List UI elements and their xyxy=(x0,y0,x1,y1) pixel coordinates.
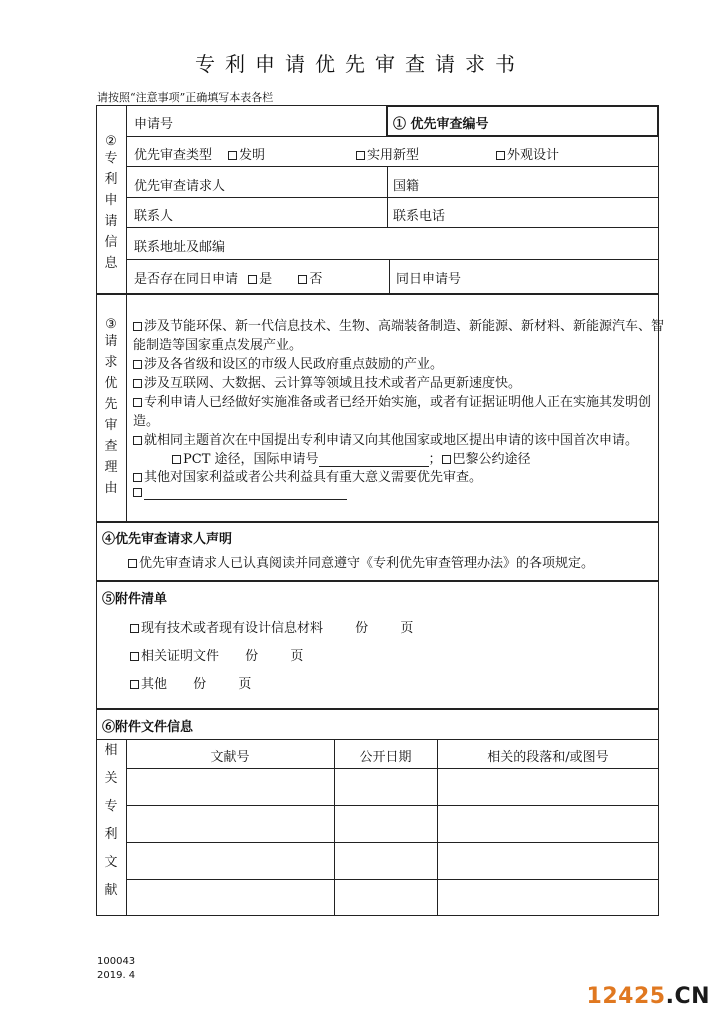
attachment-info-header: ⑥附件文件信息 xyxy=(102,720,194,735)
declaration-statement[interactable]: 优先审查请求人已认真阅读并同意遵守《专利优先审查管理办法》的各项规定。 xyxy=(128,552,594,571)
form-date: 2019. 4 xyxy=(97,970,136,981)
intl-app-number-input[interactable] xyxy=(319,453,429,467)
reason-1-cont: 能制造等国家重点发展产业。 xyxy=(133,338,303,353)
nationality-field[interactable]: 国籍 xyxy=(393,179,420,194)
attachments-header: ⑤附件清单 xyxy=(102,592,168,607)
checkbox[interactable] xyxy=(496,151,505,160)
checkbox[interactable] xyxy=(133,488,142,497)
reason-5[interactable]: 就相同主题首次在中国提出专利申请又向其他国家或地区提出申请的该中国首次申请。 xyxy=(133,429,638,448)
address-field[interactable]: 联系地址及邮编 xyxy=(134,240,226,255)
checkbox[interactable] xyxy=(133,436,142,445)
instruction-text: 请按照“注意事项”正确填写本表各栏 xyxy=(97,91,274,104)
reason-6[interactable]: 其他对国家利益或者公共利益具有重大意义需要优先审查。 xyxy=(133,466,482,485)
type-design-option[interactable]: 外观设计 xyxy=(496,144,559,163)
checkbox[interactable] xyxy=(128,559,137,568)
reason-3[interactable]: 涉及互联网、大数据、云计算等领域且技术或者产品更新速度快。 xyxy=(133,372,521,391)
priority-exam-number-field[interactable]: ① 优先审查编号 xyxy=(393,117,489,132)
checkbox[interactable] xyxy=(133,322,142,331)
contact-person-field[interactable]: 联系人 xyxy=(134,209,174,224)
checkbox[interactable] xyxy=(130,624,139,633)
checkbox[interactable] xyxy=(130,680,139,689)
site-watermark xyxy=(587,984,710,1009)
type-invention-option[interactable]: 发明 xyxy=(228,144,265,163)
checkbox[interactable] xyxy=(133,398,142,407)
form-title: 专利申请优先审查请求书 xyxy=(195,52,525,76)
requester-field[interactable]: 优先审查请求人 xyxy=(134,179,226,194)
attachment-other[interactable]: 其他 份 页 xyxy=(130,673,251,692)
section2-label: ② 专 利 申 请 信 息 xyxy=(104,134,118,271)
yes-checkbox[interactable] xyxy=(248,275,257,284)
other-reason-input[interactable] xyxy=(144,486,347,500)
checkbox[interactable] xyxy=(356,151,365,160)
attachment-prior-art[interactable]: 现有技术或者现有设计信息材料 份 页 xyxy=(130,617,413,636)
paris-checkbox[interactable] xyxy=(442,455,451,464)
reason-5-routes: PCT 途径，国际申请号 ； 巴黎公约途径 xyxy=(172,448,531,467)
checkbox[interactable] xyxy=(133,379,142,388)
section-attachment-info xyxy=(96,709,659,916)
reason-1[interactable]: 涉及节能环保、新一代信息技术、生物、高端装备制造、新能源、新材料、新能源汽车、智 xyxy=(133,315,664,334)
checkbox[interactable] xyxy=(133,473,142,482)
section-applicant-info xyxy=(96,105,659,294)
section3-label: ③ 请 求 优 先 审 查 理 由 xyxy=(104,317,118,496)
pct-checkbox[interactable] xyxy=(172,455,181,464)
reason-4[interactable]: 专利申请人已经做好实施准备或者已经开始实施，或者有证据证明他人正在实施其发明创 xyxy=(133,391,651,410)
checkbox[interactable] xyxy=(133,360,142,369)
type-utility-option[interactable]: 实用新型 xyxy=(356,144,419,163)
declaration-header: ④优先审查请求人声明 xyxy=(102,532,233,547)
section6-label: 相 关 专 利 文 献 xyxy=(104,743,118,898)
form-code: 100043 xyxy=(97,956,136,967)
contact-phone-field[interactable]: 联系电话 xyxy=(393,209,446,224)
watermark-number: 12425 xyxy=(586,984,666,1009)
checkbox[interactable] xyxy=(228,151,237,160)
watermark-cn: CN xyxy=(674,984,710,1009)
col-document-number: 文献号 xyxy=(210,750,250,765)
no-checkbox[interactable] xyxy=(298,275,307,284)
same-day-number-field[interactable]: 同日申请号 xyxy=(396,272,462,287)
same-day-question: 是否存在同日申请 是 否 xyxy=(134,272,323,287)
reason-4-cont: 造。 xyxy=(133,414,160,429)
attachment-certificates[interactable]: 相关证明文件 份 页 xyxy=(130,645,303,664)
watermark-dot: . xyxy=(665,984,675,1009)
col-related-paragraphs: 相关的段落和/或图号 xyxy=(487,750,609,765)
col-publication-date: 公开日期 xyxy=(359,750,412,765)
checkbox[interactable] xyxy=(130,652,139,661)
application-number-field[interactable]: 申请号 xyxy=(134,117,174,132)
reason-2[interactable]: 涉及各省级和设区的市级人民政府重点鼓励的产业。 xyxy=(133,353,443,372)
exam-type-label: 优先审查类型 xyxy=(134,148,213,163)
reason-other[interactable] xyxy=(133,485,347,500)
